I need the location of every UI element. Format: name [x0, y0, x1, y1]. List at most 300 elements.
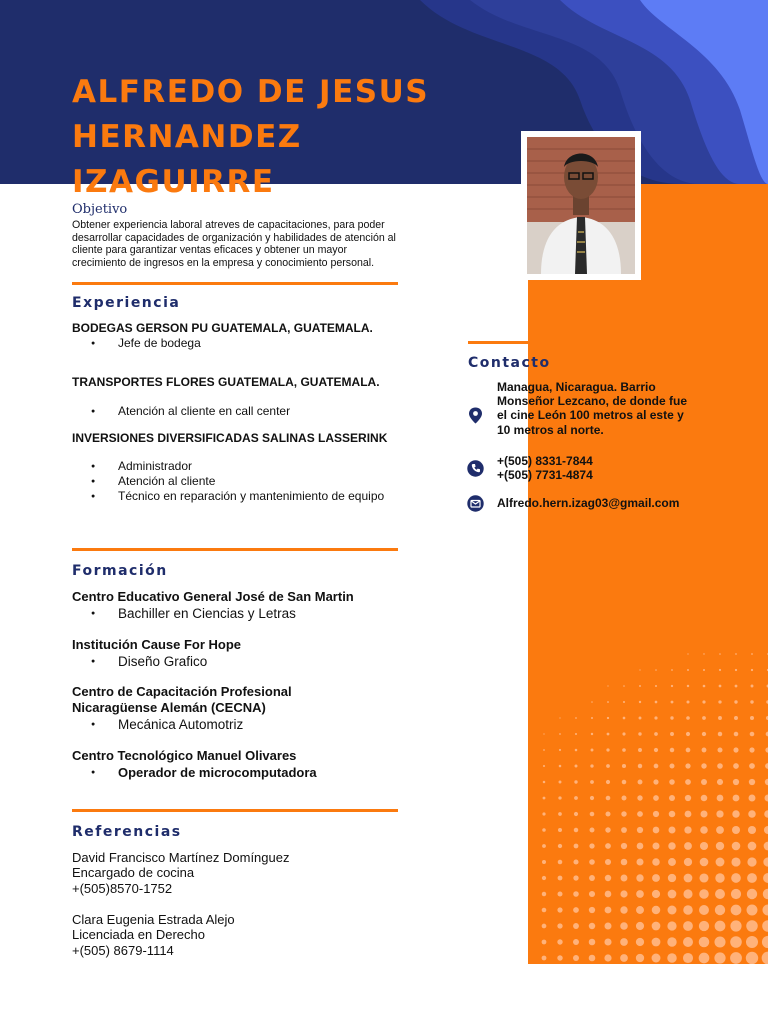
- pattern-dot: [719, 685, 722, 688]
- pattern-dot: [620, 906, 627, 913]
- pattern-dot: [733, 747, 738, 752]
- pattern-dot: [716, 826, 724, 834]
- pattern-dot: [683, 905, 693, 915]
- pattern-dot: [683, 889, 692, 898]
- pattern-dot: [589, 875, 595, 881]
- pattern-dot: [732, 810, 739, 817]
- pattern-dot: [749, 763, 755, 769]
- pattern-dot: [606, 796, 611, 801]
- pattern-dot: [684, 858, 692, 866]
- pattern-dot: [620, 922, 628, 930]
- pattern-dot: [542, 844, 546, 848]
- pattern-dot: [667, 921, 676, 930]
- profile-photo-frame: [521, 131, 641, 280]
- pattern-dot: [716, 842, 724, 850]
- job-duty: ● Jefe de bodega: [93, 336, 201, 351]
- pattern-dot: [590, 812, 595, 817]
- pattern-dot: [764, 826, 768, 834]
- pattern-dot: [716, 858, 725, 867]
- pattern-dot: [701, 779, 707, 785]
- pattern-dot: [636, 954, 644, 962]
- pattern-dot: [558, 812, 562, 816]
- pattern-dot: [605, 843, 611, 849]
- email-icon: [467, 495, 484, 512]
- pattern-dot: [699, 937, 710, 948]
- education-institution: Centro Tecnológico Manuel Olivares: [72, 748, 297, 763]
- pattern-dot: [699, 873, 708, 882]
- pattern-dot: [749, 779, 755, 785]
- pattern-dot: [750, 732, 755, 737]
- pattern-dot: [652, 858, 660, 866]
- pattern-dot: [763, 889, 768, 899]
- pattern-dot: [748, 842, 757, 851]
- pattern-dot: [636, 906, 644, 914]
- pattern-dot: [620, 954, 628, 962]
- pattern-dot: [668, 842, 675, 849]
- pattern-dot: [654, 748, 658, 752]
- pattern-dot: [542, 956, 547, 961]
- objetivo-text: Obtener experiencia laboral atreves de capacitaciones, para poder desarrollar capacidades de organización y habilidades de atención al cliente para garantizar ventas eficaces y obtener un mayor crecimiento de ingresos en la empresa y conocimiento personal.: [72, 219, 396, 270]
- pattern-dot: [636, 938, 644, 946]
- pattern-dot: [735, 669, 737, 671]
- pattern-dot: [718, 700, 721, 703]
- pattern-dot: [671, 701, 674, 704]
- pattern-dot: [574, 780, 577, 783]
- pattern-dot: [699, 921, 709, 931]
- pattern-dot: [573, 859, 578, 864]
- pattern-dot: [747, 889, 757, 899]
- pattern-dot: [751, 653, 753, 655]
- education-institution: Centro Educativo General José de San Martin: [72, 589, 354, 604]
- pattern-dot: [589, 955, 596, 962]
- pattern-dot: [684, 826, 691, 833]
- pattern-dot: [762, 920, 768, 932]
- pattern-dot: [667, 937, 676, 946]
- pattern-dot: [620, 890, 627, 897]
- pattern-dot: [604, 954, 611, 961]
- objetivo-title: Objetivo: [72, 202, 128, 217]
- job-duty: ● Atención al cliente: [93, 474, 215, 489]
- pattern-dot: [735, 653, 737, 655]
- pattern-dot: [703, 653, 704, 654]
- pattern-dot: [717, 779, 723, 785]
- contacto-title: Contacto: [468, 355, 551, 371]
- section-divider: [72, 809, 398, 812]
- pattern-dot: [574, 828, 578, 832]
- pattern-dot: [715, 889, 725, 899]
- location-pin-icon: [467, 407, 484, 424]
- pattern-dot: [734, 716, 738, 720]
- pattern-dot: [590, 780, 594, 784]
- pattern-dot: [623, 685, 625, 687]
- pattern-dot: [637, 811, 643, 817]
- pattern-dot: [684, 842, 692, 850]
- pattern-dot: [703, 669, 705, 671]
- pattern-dot: [763, 857, 768, 866]
- name-line: HERNANDEZ: [72, 119, 302, 155]
- pattern-dot: [637, 843, 644, 850]
- job-duty: ● Atención al cliente en call center: [93, 404, 290, 419]
- pattern-dot: [652, 890, 660, 898]
- pattern-dot: [715, 905, 725, 915]
- pattern-dot: [746, 952, 758, 964]
- pattern-dot: [639, 701, 641, 703]
- pattern-dot: [654, 732, 658, 736]
- education-detail: ● Mecánica Automotriz: [93, 717, 243, 732]
- pattern-dot: [699, 905, 709, 915]
- pattern-dot: [762, 936, 768, 948]
- pattern-dot: [669, 795, 675, 801]
- pattern-dot: [591, 749, 594, 752]
- pattern-dot: [669, 811, 676, 818]
- pattern-dot: [730, 920, 741, 931]
- pattern-dot: [652, 874, 660, 882]
- pattern-dot: [669, 779, 675, 785]
- pattern-dot: [702, 748, 707, 753]
- pattern-dot: [591, 717, 593, 719]
- candidate-name: [72, 70, 502, 205]
- name-line: IZAGUIRRE: [72, 164, 275, 200]
- pattern-dot: [700, 826, 708, 834]
- pattern-dot: [542, 924, 547, 929]
- pattern-dot: [731, 889, 741, 899]
- pattern-dot: [747, 857, 756, 866]
- pattern-dot: [575, 765, 578, 768]
- pattern-dot: [604, 938, 611, 945]
- pattern-dot: [543, 765, 545, 767]
- pattern-dot: [730, 936, 742, 948]
- reference-name: David Francisco Martínez Domínguez: [72, 850, 290, 865]
- pattern-dot: [543, 733, 544, 734]
- pattern-dot: [686, 700, 689, 703]
- pattern-dot: [686, 748, 691, 753]
- experiencia-title: Experiencia: [72, 295, 181, 311]
- pattern-dot: [746, 920, 758, 932]
- pattern-dot: [606, 748, 609, 751]
- contact-email: Alfredo.hern.izag03@gmail.com: [497, 496, 680, 510]
- pattern-dot: [700, 842, 708, 850]
- pattern-dot: [573, 907, 579, 913]
- pattern-dot: [746, 936, 758, 948]
- pattern-dot: [653, 779, 658, 784]
- pattern-dot: [670, 716, 673, 719]
- pattern-dot: [655, 669, 657, 671]
- education-institution: Institución Cause For Hope: [72, 637, 242, 652]
- pattern-dot: [623, 701, 625, 703]
- pattern-dot: [653, 811, 659, 817]
- pattern-dot: [591, 701, 593, 703]
- pattern-dot: [573, 939, 579, 945]
- reference-phone: +(505) 8679-1114: [72, 943, 174, 958]
- pattern-dot: [590, 764, 593, 767]
- pattern-dot: [655, 701, 658, 704]
- pattern-dot: [559, 765, 562, 768]
- pattern-dot: [668, 858, 676, 866]
- pattern-dot: [702, 732, 706, 736]
- pattern-dot: [670, 764, 675, 769]
- pattern-dot: [717, 763, 723, 769]
- reference-role: Encargado de cocina: [72, 865, 195, 880]
- pattern-dot: [762, 904, 768, 915]
- section-divider: [72, 282, 398, 285]
- pattern-dot: [605, 859, 611, 865]
- section-divider: [72, 548, 398, 551]
- pattern-dot: [543, 797, 546, 800]
- pattern-dot: [575, 749, 578, 752]
- job-company: TRANSPORTES FLORES GUATEMALA, GUATEMALA.: [72, 375, 380, 389]
- pattern-dot: [655, 685, 657, 687]
- job-duty: ● Administrador: [93, 459, 192, 474]
- pattern-dot: [718, 716, 722, 720]
- pattern-dot: [543, 749, 545, 751]
- pattern-dot: [683, 937, 693, 947]
- phone-icon: [467, 460, 484, 477]
- pattern-dot: [542, 940, 547, 945]
- pattern-dot: [606, 780, 610, 784]
- pattern-dot: [607, 717, 609, 719]
- pattern-dot: [714, 936, 725, 947]
- pattern-dot: [733, 779, 739, 785]
- pattern-dot: [636, 858, 643, 865]
- pattern-dot: [750, 716, 754, 720]
- name-line: ALFREDO DE JESUS: [72, 74, 430, 110]
- pattern-dot: [653, 827, 660, 834]
- pattern-dot: [589, 923, 595, 929]
- pattern-dot: [714, 952, 725, 963]
- pattern-dot: [622, 780, 627, 785]
- pattern-dot: [751, 669, 753, 671]
- education-institution: Centro de Capacitación Profesional Nicaragüense Alemán (CECNA): [72, 684, 292, 715]
- pattern-dot: [637, 827, 643, 833]
- pattern-dot: [719, 669, 721, 671]
- pattern-dot: [764, 842, 768, 851]
- pattern-dot: [573, 955, 579, 961]
- pattern-dot: [574, 796, 578, 800]
- formacion-title: Formación: [72, 563, 168, 579]
- pattern-dot: [685, 779, 691, 785]
- pattern-dot: [732, 826, 740, 834]
- pattern-dot: [559, 781, 562, 784]
- pattern-dot: [573, 875, 578, 880]
- pattern-dot: [671, 669, 673, 671]
- pattern-dot: [557, 939, 562, 944]
- pattern-dot: [557, 955, 562, 960]
- pattern-dot: [542, 860, 546, 864]
- pattern-dot: [605, 875, 611, 881]
- pattern-dot: [700, 858, 709, 867]
- profile-photo: [527, 137, 635, 274]
- pattern-dot: [639, 669, 640, 670]
- dot-pattern-decoration: [528, 184, 768, 964]
- education-detail: ● Operador de microcomputadora: [93, 765, 317, 780]
- pattern-dot: [636, 922, 644, 930]
- job-duty: ● Técnico en reparación y mantenimiento de equipo: [93, 489, 393, 504]
- pattern-dot: [731, 873, 741, 883]
- contact-phone: +(505) 8331-7844: [497, 454, 593, 468]
- pattern-dot: [683, 921, 693, 931]
- pattern-dot: [750, 700, 753, 703]
- education-detail: ● Diseño Grafico: [93, 654, 207, 669]
- pattern-dot: [542, 812, 545, 815]
- pattern-dot: [717, 795, 724, 802]
- pattern-dot: [686, 732, 690, 736]
- pattern-dot: [699, 953, 710, 964]
- pattern-dot: [639, 717, 642, 720]
- pattern-dot: [589, 939, 596, 946]
- pattern-dot: [652, 842, 659, 849]
- pattern-dot: [559, 733, 561, 735]
- pattern-dot: [622, 748, 626, 752]
- pattern-dot: [653, 795, 659, 801]
- pattern-dot: [542, 828, 546, 832]
- pattern-dot: [669, 827, 676, 834]
- pattern-dot: [671, 685, 673, 687]
- pattern-dot: [687, 685, 689, 687]
- contact-phone: +(505) 7731-4874: [497, 468, 593, 482]
- pattern-dot: [622, 764, 626, 768]
- pattern-dot: [701, 763, 706, 768]
- pattern-dot: [734, 700, 737, 703]
- pattern-dot: [573, 923, 579, 929]
- pattern-dot: [652, 906, 660, 914]
- pattern-dot: [589, 843, 594, 848]
- pattern-dot: [748, 810, 756, 818]
- pattern-dot: [621, 811, 626, 816]
- pattern-dot: [621, 827, 627, 833]
- pattern-dot: [748, 826, 756, 834]
- pattern-dot: [654, 764, 659, 769]
- pattern-dot: [685, 795, 691, 801]
- pattern-dot: [747, 873, 757, 883]
- pattern-dot: [607, 701, 609, 703]
- pattern-dot: [685, 763, 690, 768]
- pattern-dot: [747, 905, 758, 916]
- job-company: BODEGAS GERSON PU GUATEMALA, GUATEMALA.: [72, 321, 373, 335]
- pattern-dot: [557, 891, 562, 896]
- pattern-dot: [574, 812, 578, 816]
- education-detail: ● Bachiller en Ciencias y Letras: [93, 606, 296, 621]
- pattern-dot: [639, 685, 641, 687]
- pattern-dot: [638, 732, 641, 735]
- pattern-dot: [638, 780, 643, 785]
- pattern-dot: [703, 685, 706, 688]
- pattern-dot: [702, 716, 706, 720]
- pattern-dot: [636, 890, 644, 898]
- pattern-dot: [605, 827, 610, 832]
- pattern-dot: [621, 875, 628, 882]
- pattern-dot: [715, 921, 726, 932]
- pattern-dot: [765, 795, 768, 802]
- contact-address: Managua, Nicaragua. Barrio Monseñor Lezcano, de donde fue el cine León 100 metros al este y 10 metros al norte.: [497, 380, 688, 437]
- pattern-dot: [668, 890, 677, 899]
- pattern-dot: [543, 781, 546, 784]
- pattern-dot: [605, 811, 610, 816]
- pattern-dot: [542, 876, 546, 880]
- reference-name: Clara Eugenia Estrada Alejo: [72, 912, 235, 927]
- pattern-dot: [654, 716, 657, 719]
- reference-role: Licenciada en Derecho: [72, 927, 205, 942]
- pattern-dot: [731, 857, 740, 866]
- pattern-dot: [715, 873, 724, 882]
- pattern-dot: [559, 717, 560, 718]
- pattern-dot: [701, 795, 708, 802]
- pattern-dot: [652, 922, 661, 931]
- pattern-dot: [763, 873, 768, 883]
- pattern-dot: [652, 938, 661, 947]
- pattern-dot: [620, 938, 628, 946]
- pattern-dot: [558, 796, 561, 799]
- pattern-dot: [607, 733, 610, 736]
- pattern-dot: [652, 954, 661, 963]
- pattern-dot: [575, 717, 577, 719]
- pattern-dot: [734, 732, 739, 737]
- pattern-dot: [670, 732, 674, 736]
- contact-divider: [468, 341, 530, 344]
- pattern-dot: [687, 653, 688, 654]
- pattern-dot: [559, 749, 561, 751]
- pattern-dot: [558, 860, 563, 865]
- pattern-dot: [589, 859, 595, 865]
- pattern-dot: [749, 795, 756, 802]
- pattern-dot: [574, 844, 579, 849]
- pattern-dot: [719, 653, 721, 655]
- pattern-dot: [590, 796, 594, 800]
- pattern-dot: [716, 810, 723, 817]
- pattern-dot: [762, 952, 768, 964]
- pattern-dot: [638, 748, 642, 752]
- pattern-dot: [558, 828, 562, 832]
- pattern-dot: [686, 716, 690, 720]
- pattern-dot: [591, 733, 593, 735]
- pattern-dot: [557, 923, 562, 928]
- pattern-dot: [622, 796, 627, 801]
- pattern-dot: [684, 874, 693, 883]
- pattern-dot: [731, 905, 742, 916]
- pattern-dot: [699, 889, 709, 899]
- pattern-dot: [542, 908, 547, 913]
- job-company: INVERSIONES DIVERSIFICADAS SALINAS LASSERINK: [72, 431, 388, 445]
- pattern-dot: [605, 891, 612, 898]
- pattern-dot: [685, 811, 692, 818]
- pattern-dot: [606, 764, 610, 768]
- pattern-dot: [683, 953, 693, 963]
- pattern-dot: [718, 732, 722, 736]
- pattern-dot: [542, 892, 546, 896]
- pattern-dot: [557, 907, 562, 912]
- pattern-dot: [638, 764, 642, 768]
- pattern-dot: [590, 828, 595, 833]
- pattern-dot: [687, 669, 689, 671]
- pattern-dot: [636, 874, 643, 881]
- pattern-dot: [668, 874, 676, 882]
- pattern-dot: [670, 748, 674, 752]
- pattern-dot: [733, 763, 739, 769]
- pattern-dot: [730, 952, 742, 964]
- pattern-dot: [622, 732, 625, 735]
- pattern-dot: [735, 685, 738, 688]
- pattern-dot: [751, 685, 754, 688]
- pattern-dot: [717, 747, 722, 752]
- pattern-dot: [637, 795, 642, 800]
- reference-phone: +(505)8570-1752: [72, 881, 173, 896]
- pattern-dot: [749, 747, 754, 752]
- pattern-dot: [573, 891, 579, 897]
- pattern-dot: [668, 906, 677, 915]
- sidebar-panel: [528, 184, 768, 964]
- pattern-dot: [605, 907, 612, 914]
- pattern-dot: [732, 842, 741, 851]
- pattern-dot: [558, 844, 562, 848]
